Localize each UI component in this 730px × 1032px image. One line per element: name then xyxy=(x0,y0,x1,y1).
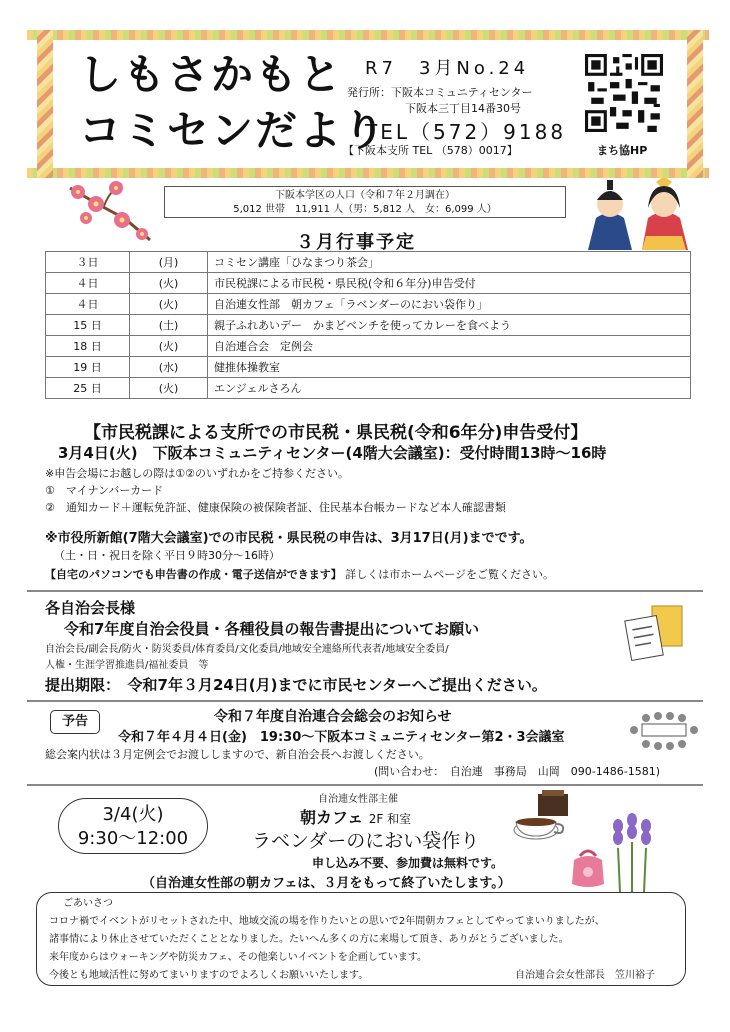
banner-left-pole xyxy=(37,30,53,178)
event-name: 市民税課による市民税・県民税(令和６年分)申告受付 xyxy=(208,273,691,294)
event-date: 15 日 xyxy=(46,315,130,336)
cafe-title xyxy=(300,805,411,828)
schedule-table xyxy=(45,251,691,399)
hina-dolls-icon xyxy=(582,178,694,250)
event-day: (月) xyxy=(130,252,208,273)
event-name: コミセン講座「ひなまつり茶会」 xyxy=(208,252,691,273)
schedule-title: ３月行事予定 xyxy=(296,232,416,253)
qr-code-icon[interactable] xyxy=(585,54,663,132)
banner-top-stripe xyxy=(27,30,709,40)
cafe-datetime-oval xyxy=(58,798,208,854)
qr-label: まち協HP xyxy=(597,144,648,157)
reports-addressee: 各自治会長様 xyxy=(45,599,136,617)
table-row xyxy=(46,294,691,315)
greeting-box xyxy=(36,892,686,986)
event-day: (土) xyxy=(130,315,208,336)
newsletter-title-line2: コミセンだより xyxy=(79,106,388,155)
greeting-line-3: 来年度からはウォーキングや防災カフェ、その他楽しいイベントを企画しています。 xyxy=(49,952,427,963)
plum-blossom-icon xyxy=(64,178,156,248)
banner-bottom-stripe xyxy=(27,168,709,178)
event-day: (火) xyxy=(130,336,208,357)
tax-item-2: ② 通知カード＋運転免許証、健康保険の被保険者証、住民基本台帳カードなど本人確認書類 xyxy=(45,501,506,514)
issue-number: R7 3月No.24 xyxy=(365,58,530,79)
cafe-ending-notice: （自治連女性部の朝カフェは、３月をもって終了いたします。） xyxy=(142,876,511,891)
event-name: 親子ふれあいデー かまどベンチを使ってカレーを食べよう xyxy=(208,315,691,336)
branch-telephone: 【下阪本支所 TEL （578）0017】 xyxy=(343,144,518,157)
cafe-activity: ラベンダーのにおい袋作り xyxy=(252,830,480,852)
divider xyxy=(27,700,703,702)
meeting-room-icon xyxy=(628,708,700,752)
table-row xyxy=(46,252,691,273)
address: 下阪本三丁目14番30号 xyxy=(405,102,521,115)
divider xyxy=(27,590,703,592)
cafe-time: 9:30～12:00 xyxy=(77,828,189,849)
online-filing-rest: 詳しくは市ホームページをご覧ください。 xyxy=(345,568,555,581)
event-name: エンジェルさろん xyxy=(208,378,691,399)
reports-roles-1: 自治会長/副会長/防火・防災委員/体育委員/文化委員/地域安全連絡所代表者/地域安全委員/ xyxy=(45,644,449,655)
event-date: 19 日 xyxy=(46,357,130,378)
newsletter-title-line1: しもさかもと xyxy=(79,50,344,99)
event-name: 自治連合会 定例会 xyxy=(208,336,691,357)
assembly-contact: (問い合わせ： 自治連 事務局 山岡 090-1486-1581) xyxy=(374,765,661,778)
divider xyxy=(27,784,703,786)
coffee-cup-icon xyxy=(508,790,580,846)
event-day: (火) xyxy=(130,378,208,399)
event-name: 健推体操教室 xyxy=(208,357,691,378)
event-date: 25 日 xyxy=(46,378,130,399)
cafe-name: 朝カフェ xyxy=(300,808,364,827)
reports-roles-2: 人権・生涯学習推進員/福祉委員 等 xyxy=(45,660,209,671)
cafe-organizer: 自治連女性部主催 xyxy=(318,794,398,805)
tax-heading: 【市民税課による支所での市民税・県民税(令和6年分)申告受付】 xyxy=(84,423,588,443)
online-filing-bold: 【自宅のパソコンでも申告書の作成・電子送信ができます】 xyxy=(45,568,342,581)
header-banner xyxy=(27,30,709,178)
table-row xyxy=(46,357,691,378)
population-figures: 5,012 世帯 11,911 人（男：5,812 人 女：6,099 人） xyxy=(233,204,497,215)
table-row xyxy=(46,273,691,294)
greeting-line-2: 諸事情により休止させていただくこととなりました。たいへん多くの方に来場して頂き、ありがとうございました。 xyxy=(49,934,569,945)
table-row xyxy=(46,336,691,357)
notice-badge: 予告 xyxy=(50,710,100,734)
documents-envelope-icon xyxy=(624,604,686,662)
reports-deadline: 提出期限： 令和7年３月24日(月)までに市民センターへご提出ください。 xyxy=(45,676,547,694)
tax-date-line: 3月4日(火) 下阪本コミュニティセンター(4階大会議室)：受付時間13時～16時 xyxy=(58,444,607,462)
table-row xyxy=(46,378,691,399)
event-name: 自治連女性部 朝カフェ「ラベンダーのにおい袋作り」 xyxy=(208,294,691,315)
population-title: 下阪本学区の人口（令和７年２月調在） xyxy=(275,190,455,201)
event-date: ３日 xyxy=(46,252,130,273)
cafe-date: 3/4(火) xyxy=(102,804,164,825)
event-day: (火) xyxy=(130,294,208,315)
reports-heading: 令和7年度自治会役員・各種役員の報告書提出についてお願い xyxy=(64,620,480,638)
tax-item-1: ① マイナンバーカード xyxy=(45,484,164,497)
cafe-place: 2F 和室 xyxy=(368,812,412,826)
event-date: 18 日 xyxy=(46,336,130,357)
tax-note: ※申告会場にお越しの際は①②のいずれかをご持参ください。 xyxy=(45,467,349,480)
publisher: 発行所：下阪本コミュニティセンター xyxy=(347,86,533,99)
city-hall-note: ※市役所新館(7階大会議室)での市民税・県民税の申告は、3月17日(月)までです。 xyxy=(45,531,533,546)
banner-right-pole xyxy=(687,30,703,178)
telephone: TEL（572）9188 xyxy=(365,120,567,144)
greeting-signature: 自治連合会女性部長 笠川裕子 xyxy=(515,970,655,981)
event-date: ４日 xyxy=(46,273,130,294)
table-row xyxy=(46,315,691,336)
assembly-note: 総会案内状は３月定例会でお渡ししますので、新自治会長へお渡しください。 xyxy=(45,748,430,761)
cafe-fee: 申し込み不要、参加費は無料です。 xyxy=(312,856,504,870)
greeting-line-1: コロナ禍でイベントがリセットされた中、地域交流の場を作りたいとの思いで2年間朝カフェとしてやってまいりましたが、 xyxy=(49,916,605,927)
city-hall-hours: （土・日・祝日を除く平日９時30分～16時） xyxy=(54,549,280,562)
event-date: ４日 xyxy=(46,294,130,315)
greeting-line-4: 今後とも地域活性に努めてまいりますのでよろしくお願いいたします。 xyxy=(49,970,369,981)
greeting-footer xyxy=(49,967,671,985)
population-box xyxy=(164,186,566,218)
online-filing-note xyxy=(45,566,554,582)
assembly-heading: 令和７年度自治連合会総会のお知らせ xyxy=(214,709,452,725)
greeting-title: ごあいさつ xyxy=(63,898,113,909)
sachet-bag-icon xyxy=(566,846,610,888)
event-day: (火) xyxy=(130,273,208,294)
assembly-date-line: 令和７年４月４日(金) 19:30～下阪本コミュニティセンター第2・3会議室 xyxy=(118,730,565,745)
event-day: (水) xyxy=(130,357,208,378)
